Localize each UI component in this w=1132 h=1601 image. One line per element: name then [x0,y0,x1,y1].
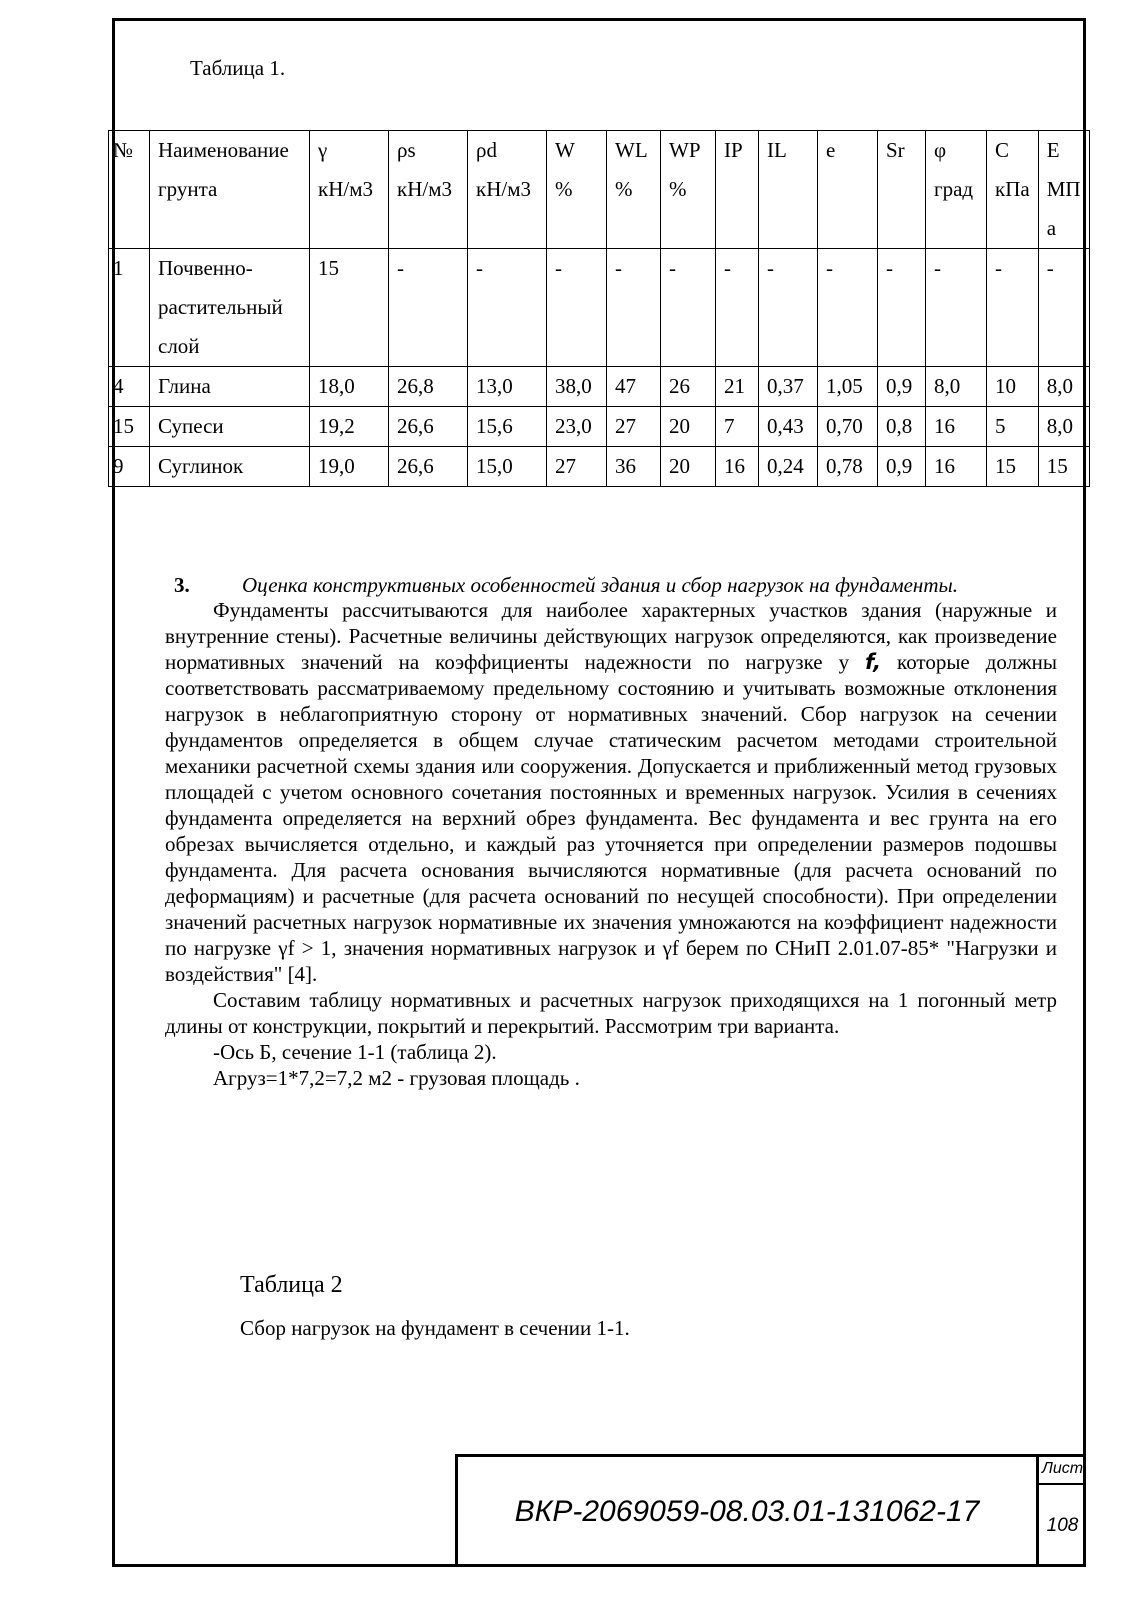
table-cell: 8,0 [1038,367,1089,407]
table-row [109,407,1090,447]
table-cell: 0,70 [818,407,878,447]
table-cell: 0,8 [878,407,926,447]
table-cell: 19,0 [310,447,389,487]
paragraph-3: -Ось Б, сечение 1-1 (таблица 2). [213,1040,497,1064]
table-cell: - [389,249,468,367]
table-cell: 4 [109,367,150,407]
table-header-cell [661,131,716,249]
header-line: WP [669,138,701,162]
table-cell: 0,24 [759,447,818,487]
table-cell: 38,0 [547,367,607,407]
paragraph-1-part-b: которые должны соответствовать рассматриваемому предельному состоянию и учитывать возможные отклонения нагрузок в неблагоприятную сторону от нормативных значений. Сбор нагрузок на сечении фундаментов определяется в общем случае статическим расчетом методами строительной механики расчетной схемы здания или сооружения. Допускается и приближенный метод грузовых площадей с учетом основного сочетания постоянных и временных нагрузок. Усилия в сечениях фундамента определяется на верхний обрез фундамента. Вес фундамента и вес грунта на его обрезах вычисляется отдельно, и каждый раз уточняется при определении размеров подошвы фундамента. Для расчета основания вычисляются нормативные (для расчета оснований по деформациям) и расчетные (для расчета оснований по несущей способности). При определении значений расчетных нагрузок нормативные их значения умножаются на коэффициент надежности по нагрузке γf > 1, значения нормативных нагрузок и γf берем по СНиП 2.01.07-85* "Нагрузки и воздействия" [4]. [165,650,1057,986]
header-line: ρs [397,138,416,162]
table-cell: 26,6 [389,447,468,487]
header-line: кПа [995,177,1030,201]
table-header-cell [818,131,878,249]
table-cell: 26 [661,367,716,407]
table-header-cell [547,131,607,249]
table-cell: 16 [926,447,987,487]
section-title: Оценка конструктивных особенностей здания и сбор нагрузок на фундаменты. [242,573,958,597]
table-cell: 16 [716,447,759,487]
table-cell: 8,0 [1038,407,1089,447]
header-line: C [995,138,1010,162]
table-cell: 7 [716,407,759,447]
title-block-stamp [455,1454,1086,1567]
table-cell: - [1038,249,1089,367]
paragraph-1 [165,597,1057,987]
header-line: IL [767,138,787,162]
table-cell: 27 [547,447,607,487]
table-cell: 20 [661,407,716,447]
table-cell: 1,05 [818,367,878,407]
table-header-cell [310,131,389,249]
table-header-cell [987,131,1039,249]
table-cell: - [878,249,926,367]
table-cell: 10 [987,367,1039,407]
table-header-cell [1038,131,1089,249]
header-line: % [669,177,687,201]
table-header-cell [926,131,987,249]
table-cell [150,249,310,367]
table-cell: 0,78 [818,447,878,487]
header-line: Sr [886,138,905,162]
table-cell: 5 [987,407,1039,447]
table-header-cell [109,131,150,249]
table-cell: 15 [310,249,389,367]
header-line: e [826,138,836,162]
table2-subtitle: Сбор нагрузок на фундамент в сечении 1-1. [240,1316,630,1340]
table-cell: 20 [661,447,716,487]
header-line: % [615,177,633,201]
table-cell: 15 [987,447,1039,487]
table-header-row [109,131,1090,249]
table-cell: 0,9 [878,367,926,407]
table-cell: 13,0 [468,367,547,407]
table-cell: - [716,249,759,367]
cell-line: Почвенно- [158,256,253,280]
paragraph-4: Агруз=1*7,2=7,2 м2 - грузовая площадь . [213,1066,580,1090]
table-cell: 8,0 [926,367,987,407]
header-line: кН/м3 [397,177,452,201]
gamma-f-symbol: f, [865,650,882,674]
table-header-cell [468,131,547,249]
header-line: φ [934,138,947,162]
header-line: Наименование [158,138,289,162]
table-cell: 23,0 [547,407,607,447]
table-cell: 0,43 [759,407,818,447]
section-number: 3. [174,573,190,597]
cell-line: растительный [158,295,283,319]
table-cell: 0,9 [878,447,926,487]
table-cell: 16 [926,407,987,447]
table-cell: Супеси [150,407,310,447]
soil-properties-table [108,130,1090,487]
sheet-label: Лист [1039,1457,1086,1485]
table-row [109,447,1090,487]
table-cell: 36 [607,447,661,487]
sheet-number: 108 [1046,1515,1079,1536]
table-cell: - [987,249,1039,367]
table-cell: Суглинок [150,447,310,487]
table-header-cell [716,131,759,249]
sheet-cell [1036,1457,1086,1567]
table2-title: Таблица 2 [240,1272,343,1298]
table-cell: 15 [109,407,150,447]
table-cell: 47 [607,367,661,407]
header-line: МП [1046,177,1081,201]
table-cell: - [607,249,661,367]
table1-title: Таблица 1. [190,56,286,80]
table-cell: 21 [716,367,759,407]
body-text [165,597,1057,1091]
header-line: W [555,138,575,162]
table-cell: 15 [1038,447,1089,487]
table-cell: - [468,249,547,367]
table-header-cell [759,131,818,249]
header-line: γ [318,138,328,162]
header-line: грунта [158,177,218,201]
table-header-cell [389,131,468,249]
table-cell: - [818,249,878,367]
document-code: ВКР-2069059-08.03.01-131062-17 [514,1495,980,1528]
header-line: кН/м3 [476,177,531,201]
table-header-cell [878,131,926,249]
table-cell: 15,0 [468,447,547,487]
header-line: WL [615,138,648,162]
table-header-cell [150,131,310,249]
paragraph-2: Составим таблицу нормативных и расчетных нагрузок приходящихся на 1 погонный метр длины от конструкции, покрытий и перекрытий. Рассмотрим три варианта. [165,988,1057,1038]
header-line: № [113,138,134,162]
cell-line: слой [158,334,200,358]
table-cell: 26,8 [389,367,468,407]
table-header-cell [607,131,661,249]
table-cell: - [926,249,987,367]
table-cell: 26,6 [389,407,468,447]
table-cell: 0,37 [759,367,818,407]
table-cell: Глина [150,367,310,407]
header-line: а [1046,216,1057,240]
table-cell: 27 [607,407,661,447]
table-cell: - [759,249,818,367]
table-cell: 1 [109,249,150,367]
table-cell: 18,0 [310,367,389,407]
table-cell: - [547,249,607,367]
header-line: E [1046,138,1060,162]
header-line: % [555,177,573,201]
table-cell: 19,2 [310,407,389,447]
header-line: IP [724,138,743,162]
paragraph-1-part-a: Фундаменты рассчитываются для наиболее характерных участков здания (наружные и внутренние стены). Расчетные величины действующих нагрузок определяются, как произведение нормативных значений на коэффициенты надежности по нагрузке у [165,598,1057,674]
table-cell: 9 [109,447,150,487]
header-line: кН/м3 [318,177,373,201]
header-line: град [934,177,974,201]
header-line: ρd [476,138,497,162]
table-cell: 15,6 [468,407,547,447]
table-row [109,367,1090,407]
table-cell: - [661,249,716,367]
table-row [109,249,1090,367]
